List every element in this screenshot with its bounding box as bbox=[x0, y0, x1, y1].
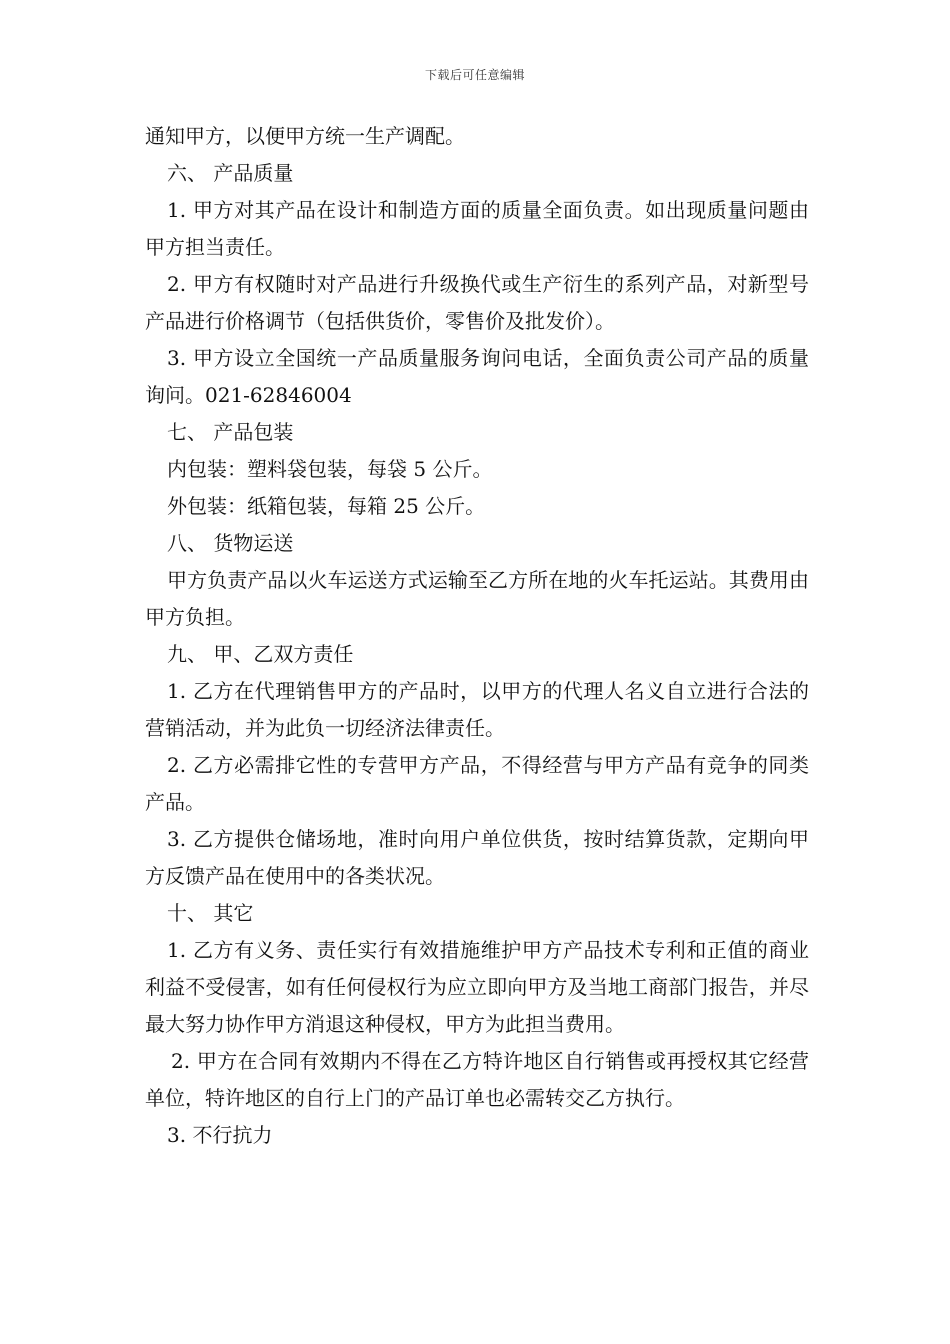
document-body bbox=[145, 118, 809, 1154]
responsibility-clause-3: 3. 乙方提供仓储场地，准时向用户单位供货，按时结算货款，定期向甲方反馈产品在使用中的各类状况。 bbox=[145, 827, 809, 888]
section-heading-other: 十、 其它 bbox=[167, 901, 254, 925]
section-heading-quality: 六、 产品质量 bbox=[167, 161, 294, 185]
quality-clause-3: 3. 甲方设立全国统一产品质量服务询问电话，全面负责公司产品的质量询问。021-62846004 bbox=[145, 346, 809, 407]
responsibility-clause-2: 2. 乙方必需排它性的专营甲方产品，不得经营与甲方产品有竞争的同类产品。 bbox=[145, 753, 809, 814]
section-heading-shipping: 八、 货物运送 bbox=[167, 531, 294, 555]
other-clause-3: 3. 不行抗力 bbox=[167, 1123, 273, 1147]
quality-clause-1: 1. 甲方对其产品在设计和制造方面的质量全面负责。如出现质量问题由甲方担当责任。 bbox=[145, 198, 809, 259]
paragraph-continuation: 通知甲方，以便甲方统一生产调配。 bbox=[145, 124, 465, 148]
other-clause-2: 2. 甲方在合同有效期内不得在乙方特许地区自行销售或再授权其它经营单位，特许地区的自行上门的产品订单也必需转交乙方执行。 bbox=[145, 1049, 809, 1110]
section-heading-packaging: 七、 产品包装 bbox=[167, 420, 294, 444]
other-clause-1: 1. 乙方有义务、责任实行有效措施维护甲方产品技术专利和正值的商业利益不受侵害，如有任何侵权行为应立即向甲方及当地工商部门报告，并尽最大努力协作甲方消退这种侵权，甲方为此担当费用。 bbox=[145, 938, 809, 1036]
packaging-outer: 外包装：纸箱包装，每箱 25 公斤。 bbox=[167, 494, 486, 518]
quality-clause-2: 2. 甲方有权随时对产品进行升级换代或生产衍生的系列产品，对新型号产品进行价格调节（包括供货价，零售价及批发价）。 bbox=[145, 272, 809, 333]
section-heading-responsibilities: 九、 甲、乙双方责任 bbox=[167, 642, 354, 666]
responsibility-clause-1: 1. 乙方在代理销售甲方的产品时，以甲方的代理人名义自立进行合法的营销活动，并为此负一切经济法律责任。 bbox=[145, 679, 809, 740]
shipping-clause: 甲方负责产品以火车运送方式运输至乙方所在地的火车托运站。其费用由甲方负担。 bbox=[145, 568, 809, 629]
packaging-inner: 内包装：塑料袋包装，每袋 5 公斤。 bbox=[167, 457, 493, 481]
page-header: 下载后可任意编辑 bbox=[424, 68, 525, 82]
